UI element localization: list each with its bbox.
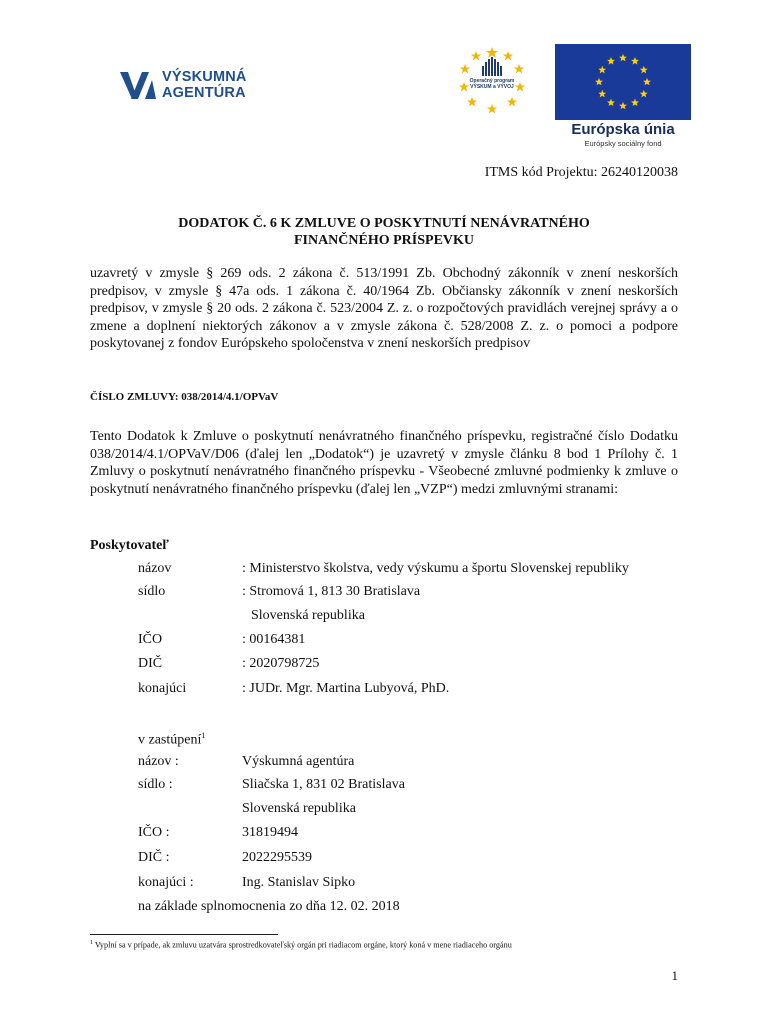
agency-logo-line1: VÝSKUMNÁ [162,69,247,85]
footnote-mark: 1 [90,940,93,946]
document-title [90,215,678,249]
op-logo [456,44,528,116]
provider-acting-value: : JUDr. Mgr. Martina Lubyová, PhD. [242,681,450,696]
document-title-line2: FINANČNÉHO PRÍSPEVKU [293,233,475,248]
provider-name-label: názov [138,561,172,576]
rep-ico-label: IČO : [138,825,170,840]
op-logo-text [456,78,528,90]
agency-logo-mark [118,68,158,102]
rep-name-label: názov : [138,754,179,769]
footnote-text: Vyplní sa v prípade, ak zmluvu uzatvára sprostredkovateľský orgán pri riadiacom orgáne, ktorý koná v mene riadiaceho orgánu [94,940,512,950]
op-logo-line1: Operačný program [469,78,515,84]
provider-dic-label: DIČ [138,656,163,671]
representative-heading [138,731,205,749]
page-number: 1 [671,968,678,983]
footnote-reference[interactable]: 1 [201,731,206,740]
provider-ico-label: IČO [138,632,163,647]
body-paragraph: Tento Dodatok k Zmluve o poskytnutí nenávratného finančného príspevku, registračné číslo Dodatku 038/2014/4.1/OPVaV/D06 (ďalej len „Dodatok“) je uzavretý v zmysle článku 8 bod 1 Prílohy č. 1 Zmluvy o poskytnutí nenávratného finančného príspevku - Všeobecné zmluvné podmienky k zmluve o poskytnutí nenávratného finančného príspevku (ďalej len „VZP“) medzi zmluvnými stranami: [90,429,678,497]
eu-logo-title: Európska únia [571,121,675,138]
rep-seat-value: Sliačska 1, 831 02 Bratislava [242,777,405,792]
rep-seat-label: sídlo : [138,777,173,792]
footnote [90,940,512,950]
contract-number: ČÍSLO ZMLUVY: 038/2014/4.1/OPVaV [90,391,279,403]
intro-paragraph: uzavretý v zmysle § 269 ods. 2 zákona č. 513/1991 Zb. Obchodný zákonník v znení neskorších predpisov, v zmysle § 47a ods. 1 zákona č. 40/1964 Zb. Občiansky zákonník v znení neskorších predpisov, v zmysle § 20 ods. 2 zákona č. 523/2004 Z. z. o rozpočtových pravidlách verejnej správy a o zmene a doplnení niektorých zákonov a v zmysle zákona č. 528/2008 Z. z. o pomoci a podpore poskytovanej z fondov Európskeho spoločenstva v znení neskorších predpisov [90,266,678,351]
rep-seat-country: Slovenská republika [242,801,356,816]
agency-logo-line2: AGENTÚRA [162,85,246,101]
provider-ico-value: : 00164381 [242,632,306,647]
eu-logo [555,44,691,154]
provider-seat-label: sídlo [138,584,166,599]
provider-dic-value: : 2020798725 [242,656,320,671]
rep-acting-value: Ing. Stanislav Sipko [242,875,356,890]
footnote-divider [90,934,278,935]
provider-acting-label: konajúci [138,681,187,696]
eu-logo-subtitle: Európsky sociálny fond [584,139,662,148]
provider-name-value: : Ministerstvo školstva, vedy výskumu a športu Slovenskej republiky [242,561,629,576]
eu-flag-icon [555,44,691,120]
provider-seat-value: : Stromová 1, 813 30 Bratislava [242,584,421,599]
authorization-basis: na základe splnomocnenia zo dňa 12. 02. 2018 [138,899,400,914]
agency-logo-text [162,69,247,101]
provider-heading: Poskytovateľ [90,538,169,553]
rep-name-value: Výskumná agentúra [242,754,355,769]
rep-dic-value: 2022295539 [242,850,312,865]
provider-seat-country: Slovenská republika [251,608,365,623]
rep-dic-label: DIČ : [138,850,170,865]
rep-ico-value: 31819494 [242,825,298,840]
document-title-line1: DODATOK Č. 6 K ZMLUVE O POSKYTNUTÍ NENÁVRATNÉHO [178,216,590,231]
itms-code: ITMS kód Projektu: 26240120038 [484,165,678,180]
rep-acting-label: konajúci : [138,875,194,890]
agency-logo [118,66,288,104]
representative-heading-text: v zastúpení [138,732,202,748]
op-logo-line2: VÝSKUM a VÝVOJ [470,84,514,90]
